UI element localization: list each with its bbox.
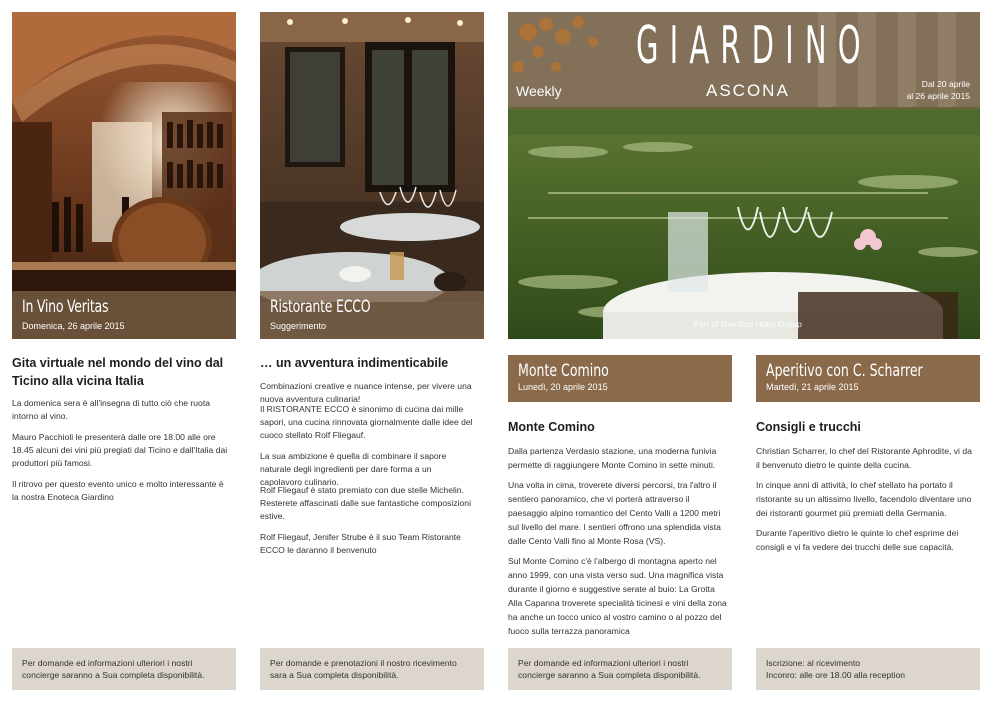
info-footer: Per domande e prenotazioni il nostro ricevimento sara a Sua completa disponibilità. — [260, 648, 484, 690]
info-footer: Per domande ed informazioni ulteriori i nostri concierge saranno a Sua completa disponibilità. — [12, 648, 236, 690]
photo-caption — [260, 291, 484, 339]
event-date: Martedì, 21 aprile 2015 — [766, 382, 859, 392]
restaurant-photo — [260, 12, 484, 339]
photo-caption — [12, 291, 236, 339]
event-title: Monte Comino — [518, 361, 609, 381]
article-paragraph: Mauro Pacchioli le presenterà dalle ore 18.00 alle ore 18.45 alcuni dei vini più pregiati dal Ticino e dall'Italia dai produttori più famosi. — [12, 432, 228, 468]
footer-line: Iscrizione: al ricevimento — [766, 658, 861, 668]
location-label: ASCONA — [706, 81, 790, 100]
article-paragraph: Il ritrovo per questo evento unico e molto interessante è la nostra Enoteca Giardino — [12, 479, 224, 502]
event-title: Aperitivo con C. Scharrer — [766, 361, 923, 381]
info-footer — [756, 648, 980, 690]
event-box — [756, 355, 980, 402]
article-paragraph: Il RISTORANTE ECCO è sinonimo di cucina dai mille sapori, una cucina rinnovata giornalmente dalle idee del cuoco stellato Rolf Fliegauf. — [260, 404, 473, 440]
dates-line: Dal 20 aprile — [921, 79, 970, 89]
brand-title: GIARDINO — [636, 16, 872, 76]
photo-date: Domenica, 26 aprile 2015 — [22, 321, 125, 331]
photo-subtitle: Suggerimento — [270, 321, 327, 331]
footer-line: Inconro: alle ore 18.00 alla reception — [766, 670, 906, 680]
masthead — [508, 12, 980, 110]
wine-cellar-photo — [12, 12, 236, 339]
article-heading: Monte Comino — [508, 420, 595, 434]
edition-dates — [906, 78, 970, 102]
article-paragraph: In cinque anni di attività, lo chef stellato ha portato il ristorante su un altissimo livello, facendolo diventare uno dei ristoranti gourmet più premiati della Germania. — [756, 480, 972, 518]
article-paragraph: Rolf Fliegauf è stato premiato con due stelle Michelin. Resterete affascinati dalle sue fantastiche composizioni estive. — [260, 485, 471, 521]
article-heading: … un avventura indimenticabile — [260, 356, 449, 370]
info-footer: Per domande ed informazioni ulteriori i nostri concierge saranno a Sua completa disponibilità. — [508, 648, 732, 690]
group-credit: Part of Giardino Hotel Group — [693, 319, 802, 329]
article-paragraph: Christian Scharrer, lo chef del Ristorante Aphrodite, vi da il benvenuto dietro le quinte della cucina. — [756, 446, 972, 470]
article-paragraph: Una volta in cima, troverete diversi percorsi, tra l'altro il sentiero panoramico, che vi porterà attraverso il paesaggio alpino romantico del Cento Valli a 1200 metri sul livello del mare. I sentieri offrono una splendida vista dalle Cento Valli fino al Monte Rosa (VS). — [508, 480, 721, 546]
dates-line: al 26 aprile 2015 — [906, 91, 970, 101]
article-paragraph: Dalla partenza Verdasio stazione, una moderna funivia permette di raggiungere Monte Comino in sette minuti. — [508, 446, 717, 470]
event-date: Lunedì, 20 aprile 2015 — [518, 382, 608, 392]
article-heading: Gita virtuale nel mondo del vino dal Ticino alla vicina Italia — [12, 356, 224, 388]
event-box — [508, 355, 732, 402]
article-paragraph: La domenica sera è all'insegna di tutto ciò che ruota intorno al vino. — [12, 398, 210, 421]
article-paragraph: Sul Monte Comino c'è l'albergo di montagna aperto nel anno 1999, con una vista verso sud. Una magnifica vista durante il giorno e suggestive serate al buio: La Grotta Alla Capanna troverete specialità ticinesi e vini della zona ha anche un tocco unico al vostro camino o al pozzo del fuoco sulla terrazza panoramica — [508, 556, 727, 636]
article-paragraph: Combinazioni creative e nuance intense, per vivere una nuova avventura culinaria! — [260, 381, 472, 404]
article-paragraph: Durante l'aperitivo dietro le quinte lo chef esprime dei consigli e vi fa vedere dei trucchi delle sue capacità. — [756, 528, 959, 552]
article-heading: Consigli e trucchi — [756, 420, 861, 434]
wine-cellar-illustration — [12, 12, 236, 339]
article-paragraph: La sua ambizione è quella di combinare il sapore naturale degli ingredienti per dare forma a un capolavoro culinario. — [260, 451, 447, 487]
edition-label: Weekly — [516, 83, 562, 99]
article-paragraph: Rolf Fliegauf, Jenifer Strube è il suo Team Ristorante ECCO le daranno il benvenuto — [260, 532, 461, 555]
restaurant-illustration — [260, 12, 484, 339]
photo-title: In Vino Veritas — [22, 297, 109, 317]
photo-title: Ristorante ECCO — [270, 297, 371, 317]
